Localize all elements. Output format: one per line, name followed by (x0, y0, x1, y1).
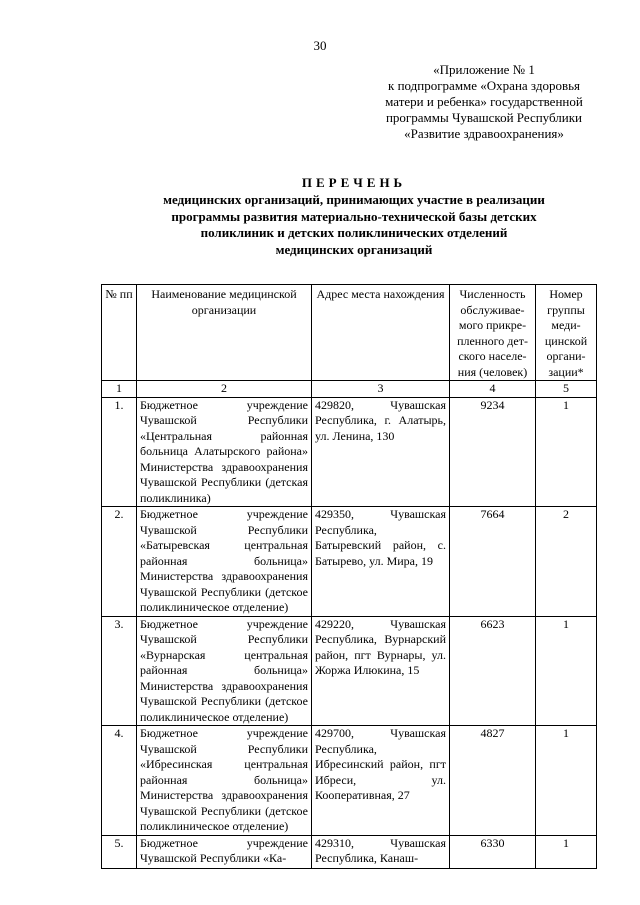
table-row (102, 507, 597, 617)
group-number: 1 (536, 397, 597, 507)
organization-name: Бюджетное учреждение Чувашской Республики «Ибресинская центральная районная больница» Министерства здравоохранения Чувашской Республики (детское поликлиническое отделение) (137, 726, 312, 836)
table-row (102, 616, 597, 726)
group-number: 1 (536, 835, 597, 868)
header-name: Наименование медицинской организации (137, 285, 312, 381)
appendix-line: матери и ребенка» государственной (385, 94, 583, 109)
column-index: 5 (536, 381, 597, 398)
organization-address: 429820, Чувашская Республика, г. Алатырь, ул. Ленина, 130 (312, 397, 450, 507)
population-count: 7664 (450, 507, 536, 617)
population-count: 6330 (450, 835, 536, 868)
organization-address: 429220, Чувашская Республика, Вурнарский район, пгт Вурнары, ул. Жоржа Илюкина, 15 (312, 616, 450, 726)
table-row (102, 397, 597, 507)
organization-name: Бюджетное учреждение Чувашской Республики «Батыревская центральная районная больница» Министерства здравоохранения Чувашской Республики (детское поликлиническое отделение) (137, 507, 312, 617)
column-index: 3 (312, 381, 450, 398)
subtitle-line: программы развития материально-технической базы детских (171, 208, 537, 224)
organization-address: 429310, Чувашская Республика, Канаш- (312, 835, 450, 868)
header-population: Численность обслуживае-мого прикре-пленного дет-ского населе-ния (человек) (450, 285, 536, 381)
organizations-table (101, 284, 597, 869)
document-title: ПЕРЕЧЕНЬ (301, 175, 407, 190)
column-index-row (102, 381, 597, 398)
appendix-line: к подпрограмме «Охрана здоровья (388, 78, 580, 93)
row-number: 4. (102, 726, 137, 836)
row-number: 2. (102, 507, 137, 617)
appendix-line: «Развитие здравоохранения» (404, 126, 564, 141)
appendix-line: «Приложение № 1 (433, 62, 535, 77)
row-number: 5. (102, 835, 137, 868)
population-count: 6623 (450, 616, 536, 726)
organization-name: Бюджетное учреждение Чувашской Республики «Ка- (137, 835, 312, 868)
subtitle-line: медицинских организаций (275, 241, 433, 257)
subtitle-line: поликлиник и детских поликлинических отделений (200, 225, 508, 240)
page-number: 30 (313, 38, 327, 53)
group-number: 1 (536, 616, 597, 726)
organization-address: 429350, Чувашская Республика, Батыревский район, с. Батырево, ул. Мира, 19 (312, 507, 450, 617)
column-index: 4 (450, 381, 536, 398)
header-number: № пп (102, 285, 137, 381)
group-number: 1 (536, 726, 597, 836)
organization-address: 429700, Чувашская Республика, Ибресинский район, пгт Ибреси, ул. Кооперативная, 27 (312, 726, 450, 836)
appendix-note (355, 62, 613, 142)
column-index: 2 (137, 381, 312, 398)
row-number: 3. (102, 616, 137, 726)
population-count: 4827 (450, 726, 536, 836)
column-index: 1 (102, 381, 137, 398)
organization-name: Бюджетное учреждение Чувашской Республики «Вурнарская центральная районная больница» Министерства здравоохранения Чувашской Республики (детское поликлиническое отделение) (137, 616, 312, 726)
table-row (102, 835, 597, 868)
row-number: 1. (102, 397, 137, 507)
subtitle-line: медицинских организаций, принимающих участие в реализации (163, 192, 545, 207)
table-row (102, 726, 597, 836)
header-group: Номер группы меди-цинской органи-зации* (536, 285, 597, 381)
population-count: 9234 (450, 397, 536, 507)
table-header-row (102, 285, 597, 381)
document-subtitle (136, 192, 572, 258)
organization-name: Бюджетное учреждение Чувашской Республики «Центральная районная больница Алатырского района» Министерства здравоохранения Чувашской Республики (детская поликлиника) (137, 397, 312, 507)
group-number: 2 (536, 507, 597, 617)
appendix-line: программы Чувашской Республики (385, 110, 583, 125)
header-address: Адрес места нахождения (312, 285, 450, 381)
